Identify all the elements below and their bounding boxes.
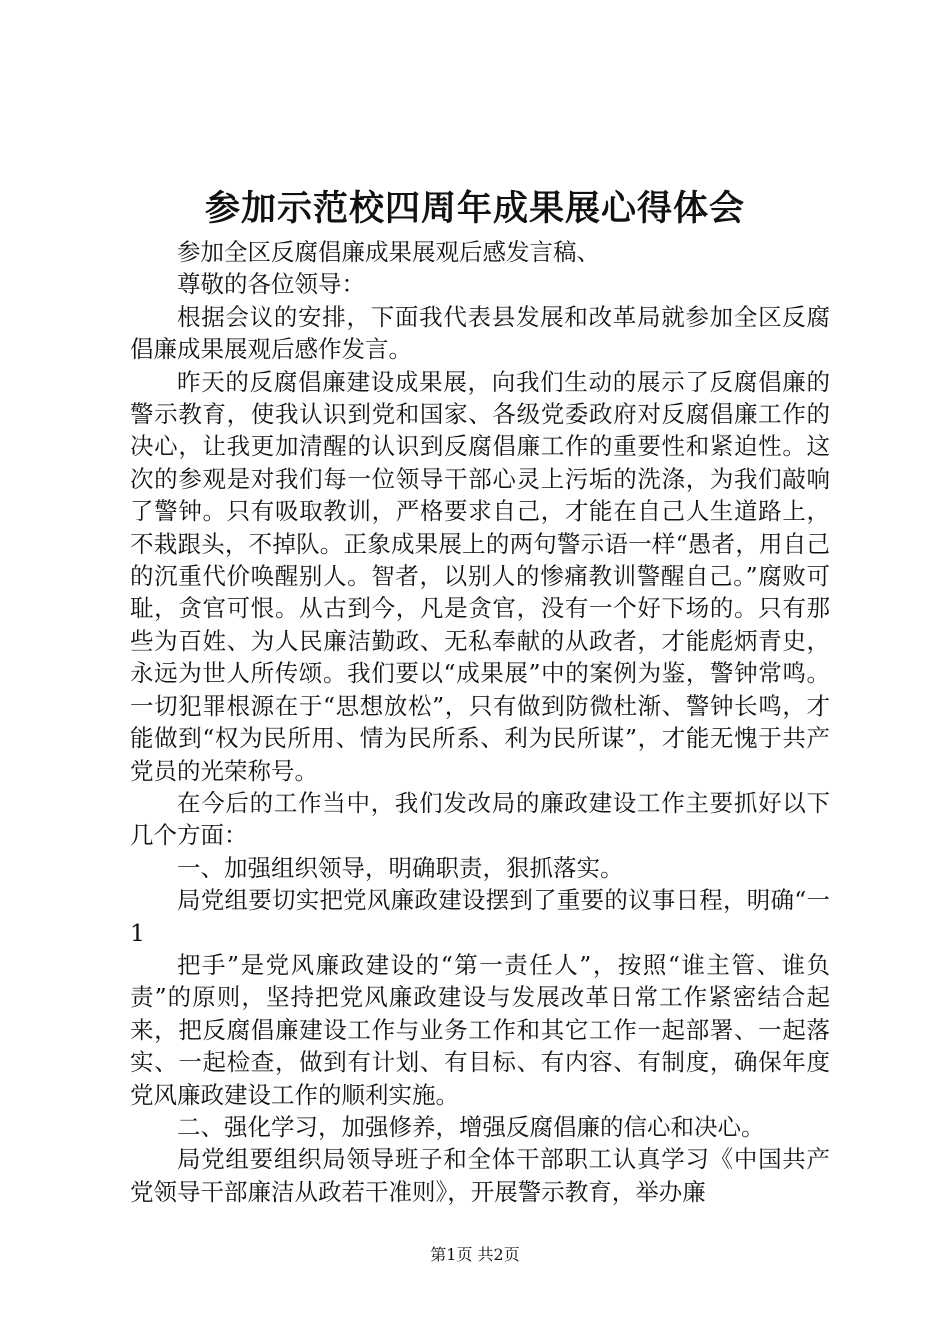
- paragraph-reflection: 昨天的反腐倡廉建设成果展，向我们生动的展示了反腐倡廉的警示教育，使我认识到党和国家、各级党委政府对反腐倡廉工作的决心，让我更加清醒的认识到反腐倡廉工作的重要性和紧迫性。这次的参观是对我们每一位领导干部心灵上污垢的洗涤，为我们敲响了警钟。只有吸取教训，严格要求自己，才能在自己人生道路上，不栽跟头，不掉队。正象成果展上的两句警示语一样“愚者，用自己的沉重代价唤醒别人。智者，以别人的惨痛教训警醒自己。”腐败可耻，贪官可恨。从古到今，凡是贪官，没有一个好下场的。只有那些为百姓、为人民廉洁勤政、无私奉献的从政者，才能彪炳青史，永远为世人所传颂。我们要以“成果展”中的案例为鉴，警钟常鸣。一切犯罪根源在于“思想放松”，只有做到防微杜渐、警钟长鸣，才能做到“权为民所用、情为民所系、利为民所谋”，才能无愧于共产党员的光荣称号。: [130, 367, 830, 785]
- document-body: [130, 236, 830, 1208]
- paragraph-heading-one: 一、加强组织领导，明确职责，狠抓落实。: [177, 853, 624, 882]
- paragraph-study: 局党组要组织局领导班子和全体干部职工认真学习《中国共产党领导干部廉洁从政若干准则》，开展警示教育，举办廉: [130, 1145, 830, 1206]
- paragraph-responsibility: 把手”是党风廉政建设的“第一责任人”，按照“谁主管、谁负责”的原则，坚持把党风廉政建设与发展改革日常工作紧密结合起来，把反腐倡廉建设工作与业务工作和其它工作一起部署、一起落实、一起检查，做到有计划、有目标、有内容、有制度，确保年度党风廉政建设工作的顺利实施。: [130, 950, 830, 1109]
- document-title: 参加示范校四周年成果展心得体会: [204, 188, 745, 229]
- paragraph-salutation: 尊敬的各位领导：: [177, 270, 365, 299]
- paragraph-leadership: 局党组要切实把党风廉政建设摆到了重要的议事日程，明确“一1: [130, 886, 830, 947]
- paragraph-heading-two: 二、强化学习，加强修养，增强反腐倡廉的信心和决心。: [177, 1112, 765, 1141]
- paragraph-intro: 根据会议的安排，下面我代表县发展和改革局就参加全区反腐倡廉成果展观后感作发言。: [130, 302, 830, 364]
- paragraph-plan-intro: 在今后的工作当中，我们发改局的廉政建设工作主要抓好以下几个方面：: [130, 788, 830, 850]
- paragraph-subtitle: 参加全区反腐倡廉成果展观后感发言稿、: [177, 238, 600, 266]
- page-number-footer: 第1页 共2页: [430, 1245, 520, 1264]
